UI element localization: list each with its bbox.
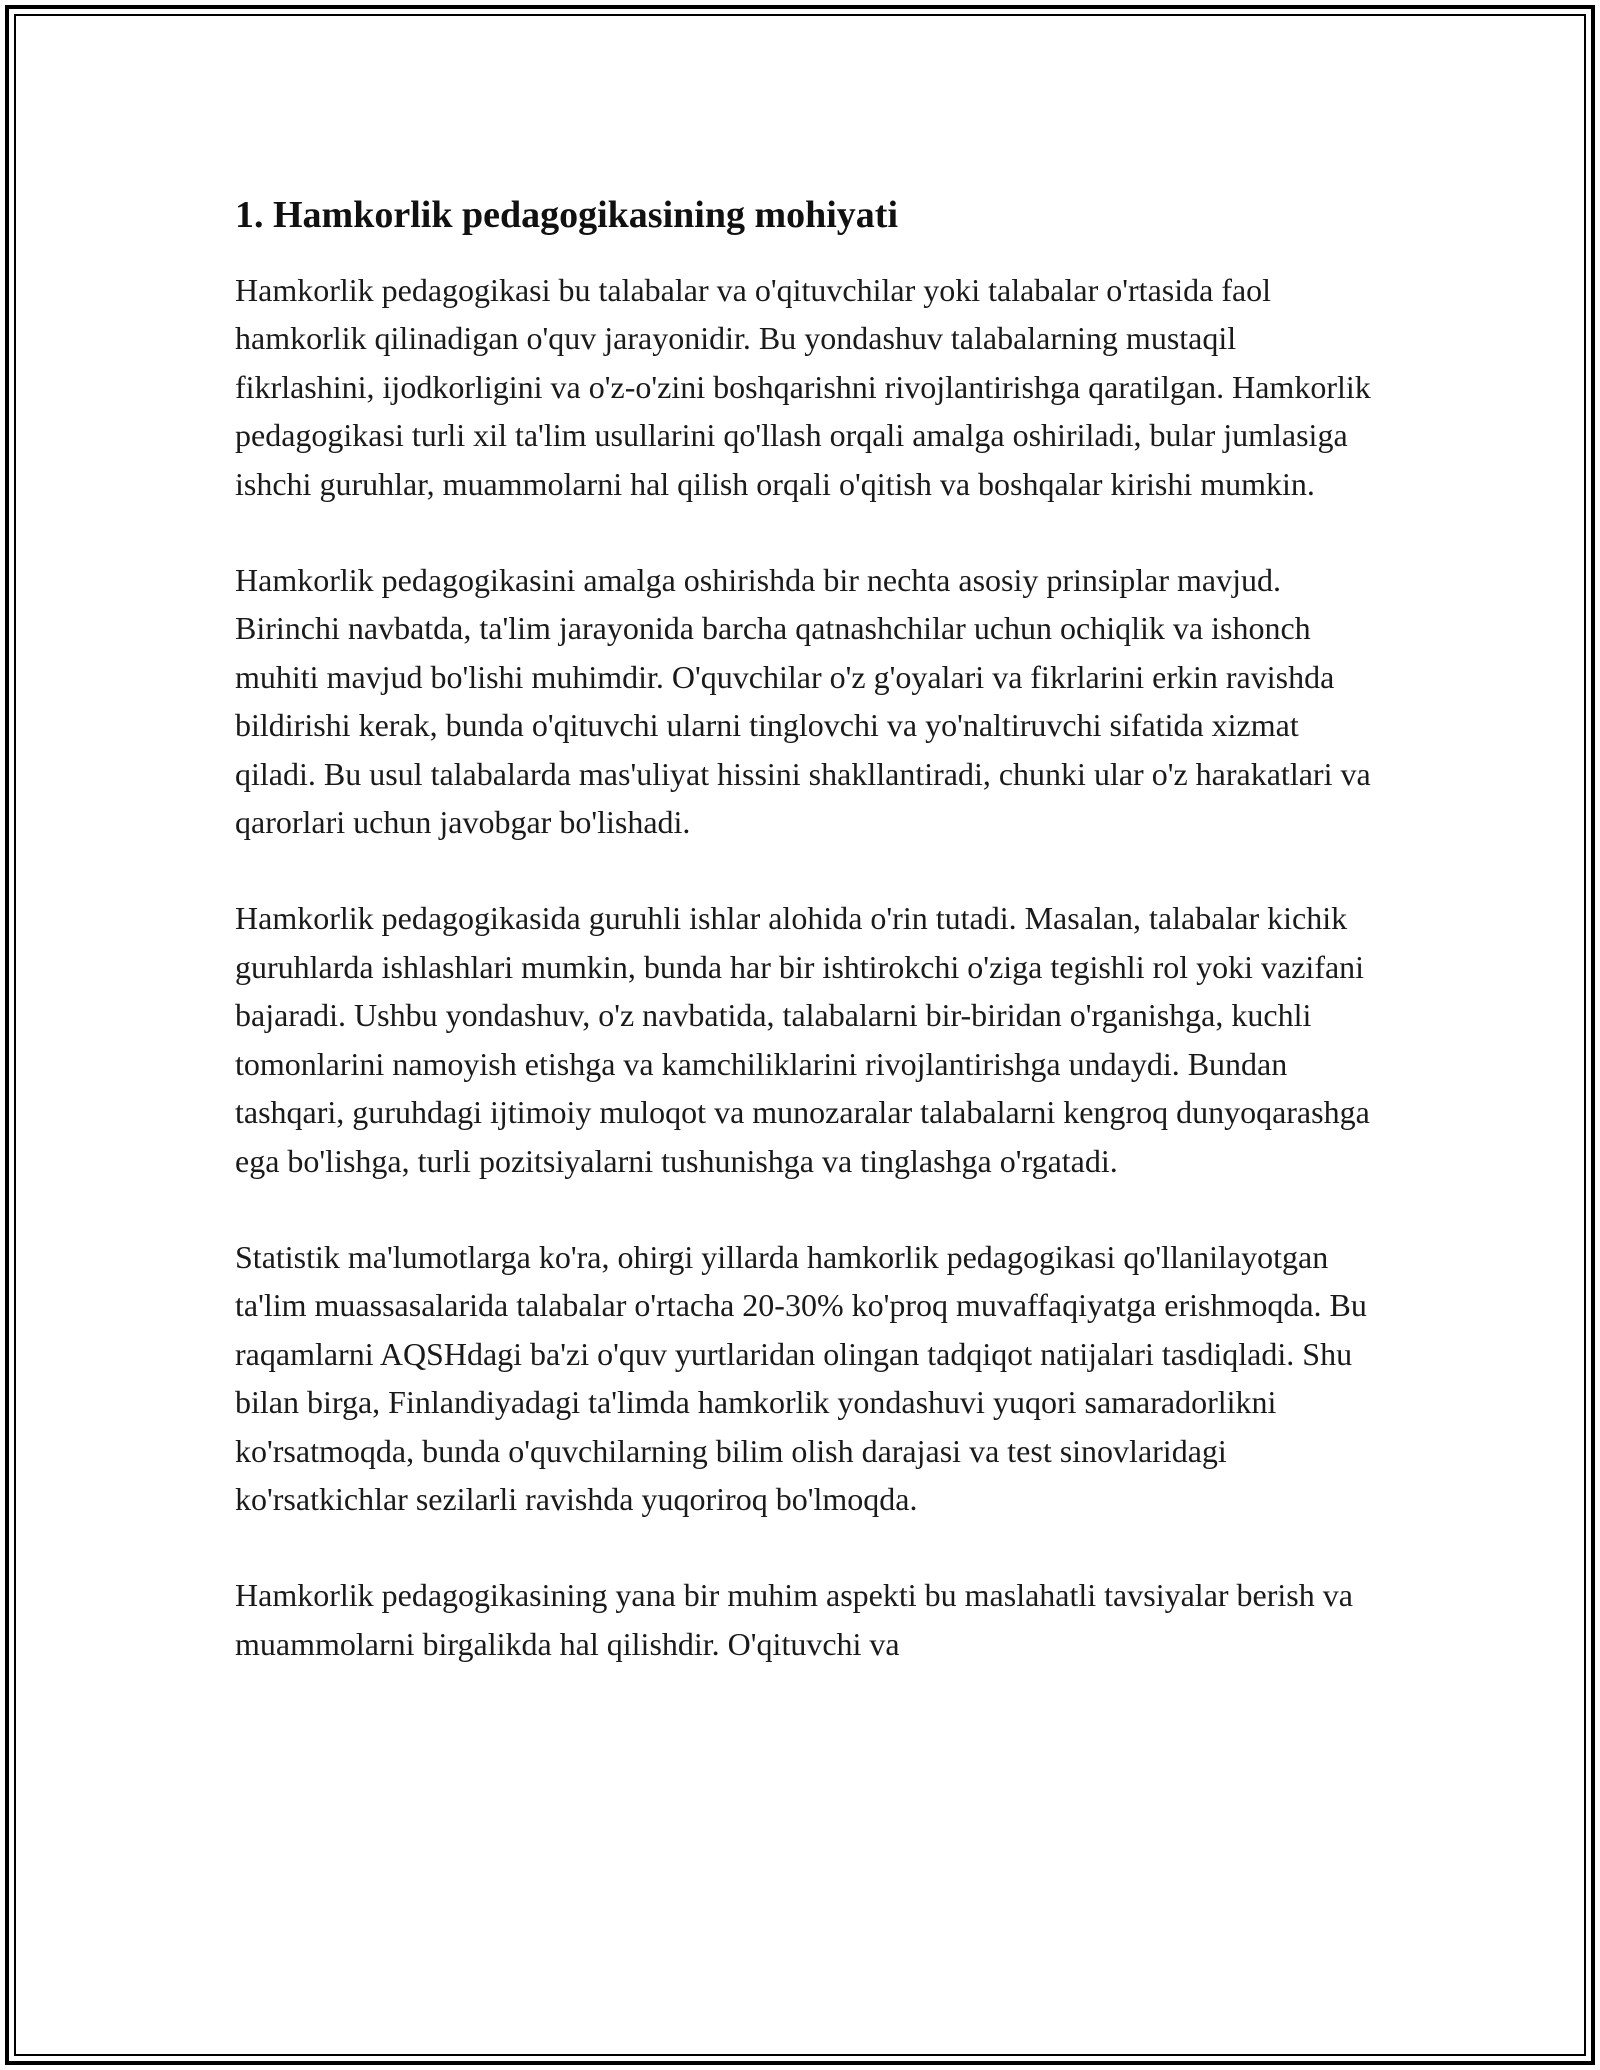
paragraph-4: Statistik ma'lumotlarga ko'ra, ohirgi yillarda hamkorlik pedagogikasi qo'llanilayotgan ta'lim muassasalarida talabalar o'rtacha 20-30% ko'proq muvaffaqiyatga erishmoqda. Bu raqamlarni AQSHdagi ba'zi o'quv yurtlaridan olingan tadqiqot natijalari tasdiqladi. Shu bilan birga, Finlandiyadagi ta'limda hamkorlik yondashuvi yuqori samaradorlikni ko'rsatmoqda, bunda o'quvchilarning bilim olish darajasi va test sinovlaridagi ko'rsatkichlar sezilarli ravishda yuqoriroq bo'lmoqda. <box>235 1238 1367 1517</box>
paragraph-3: Hamkorlik pedagogikasida guruhli ishlar alohida o'rin tutadi. Masalan, talabalar kichik guruhlarda ishlashlari mumkin, bunda har bir ishtirokchi o'ziga tegishli rol yoki vazifani bajaradi. Ushbu yondashuv, o'z navbatida, talabalarni bir-biridan o'rganishga, kuchli tomonlarini namoyish etishga va kamchiliklarini rivojlantirishga undaydi. Bundan tashqari, guruhdagi ijtimoiy muloqot va munozaralar talabalarni kengroq dunyoqarashga ega bo'lishga, turli pozitsiyalarni tushunishga va tinglashga o'rgatadi. <box>235 900 1370 1179</box>
paragraph-2: Hamkorlik pedagogikasini amalga oshirishda bir nechta asosiy prinsiplar mavjud. Birinchi navbatda, ta'lim jarayonida barcha qatnashchilar uchun ochiqlik va ishonch muhiti mavjud bo'lishi muhimdir. O'quvchilar o'z g'oyalari va fikrlarini erkin ravishda bildirishi kerak, bunda o'qituvchi ularni tinglovchi va yo'naltiruvchi sifatida xizmat qiladi. Bu usul talabalarda mas'uliyat hissini shakllantiradi, chunki ular o'z harakatlari va qarorlari uchun javobgar bo'lishadi. <box>235 562 1371 841</box>
paragraph-1: Hamkorlik pedagogikasi bu talabalar va o'qituvchilar yoki talabalar o'rtasida faol hamkorlik qilinadigan o'quv jarayonidir. Bu yondashuv talabalarning mustaqil fikrlashini, ijodkorligini va o'z-o'zini boshqarishni rivojlantirishga qaratilgan. Hamkorlik pedagogikasi turli xil ta'lim usullarini qo'llash orqali amalga oshiriladi, bular jumlasiga ishchi guruhlar, muammolarni hal qilish orqali o'qitish va boshqalar kirishi mumkin. <box>235 272 1371 502</box>
document-body <box>235 186 1375 1668</box>
section-heading: 1. Hamkorlik pedagogikasining mohiyati <box>235 194 899 236</box>
paragraph-5: Hamkorlik pedagogikasining yana bir muhim aspekti bu maslahatli tavsiyalar berish va muammolarni birgalikda hal qilishdir. O'qituvchi va <box>235 1577 1353 1662</box>
